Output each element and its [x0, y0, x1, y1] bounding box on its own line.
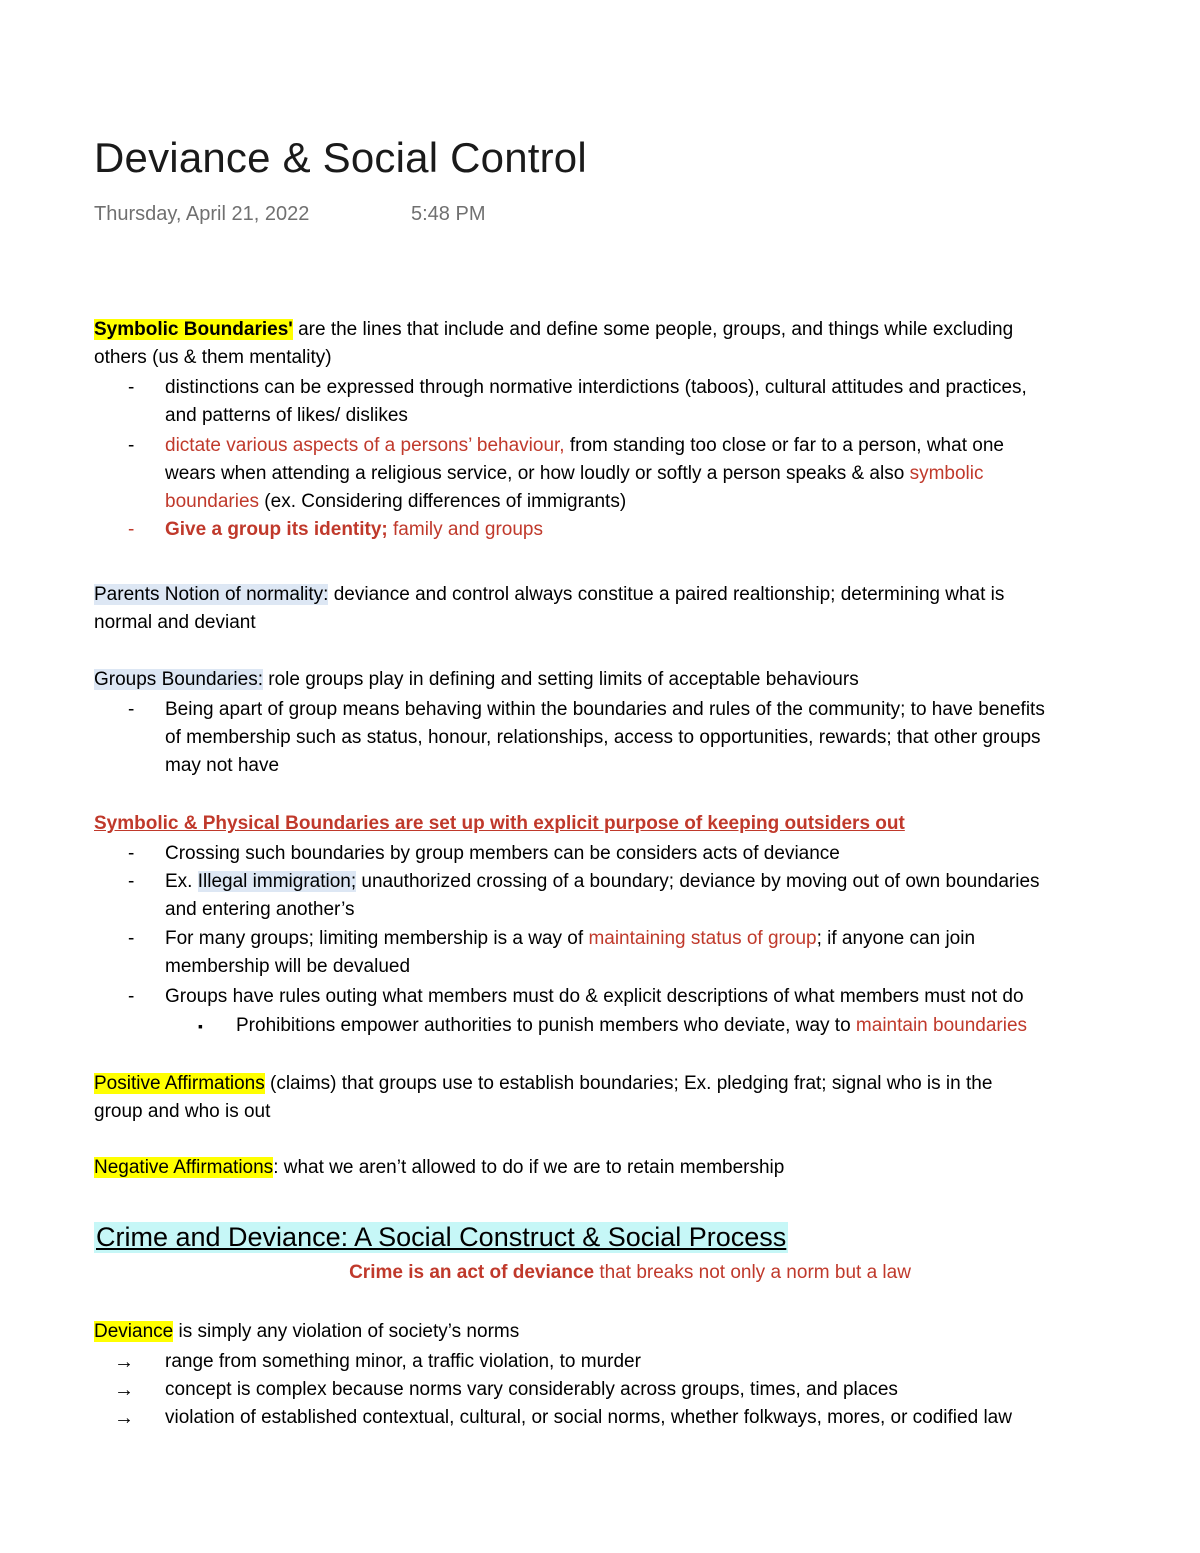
list-item: - Being apart of group means behaving within the boundaries and rules of the community; to have benefits of membership such as status, honour, relationships, access to opportunities, rewards; that other groups may not have: [94, 696, 1184, 780]
list-item: → concept is complex because norms vary considerably across groups, times, and places: [94, 1376, 1184, 1404]
groups-term: Groups Boundaries:: [94, 669, 263, 690]
list-item: → range from something minor, a traffic violation, to murder: [94, 1348, 1184, 1376]
groups-def: Groups Boundaries: role groups play in defining and setting limits of acceptable behaviours: [94, 669, 859, 690]
positive-term: Positive Affirmations: [94, 1073, 265, 1094]
positive-def-line1: Positive Affirmations (claims) that groups use to establish boundaries; Ex. pledging frat; signal who is in the: [94, 1073, 993, 1094]
deviance-def: Deviance is simply any violation of society’s norms: [94, 1321, 520, 1342]
symbolic-def-line1: Symbolic Boundaries' are the lines that include and define some people, groups, and things while excluding: [94, 319, 1014, 340]
list-item: - For many groups; limiting membership is a way of maintaining status of group; if anyone can join membership will be devalued: [94, 925, 1184, 981]
deviance-term: Deviance: [94, 1321, 174, 1342]
crime-subheading: Crime is an act of deviance that breaks not only a norm but a law: [349, 1262, 911, 1283]
page-time: 5:48 PM: [411, 203, 486, 225]
list-item: ▪ Prohibitions empower authorities to punish members who deviate, way to maintain boundaries: [94, 1012, 1184, 1040]
list-item: - distinctions can be expressed through normative interdictions (taboos), cultural attitudes and practices, and patterns of likes/ dislikes: [94, 374, 1184, 430]
dash-bullet: -: [128, 519, 135, 540]
parents-term: Parents Notion of normality:: [94, 584, 329, 605]
positive-def-line2: group and who is out: [94, 1101, 271, 1122]
list-item: → violation of established contextual, cultural, or social norms, whether folkways, mores, or codified law: [94, 1404, 1184, 1432]
arrow-bullet: →: [114, 1351, 134, 1373]
dash-bullet: -: [128, 928, 135, 949]
dash-bullet: -: [128, 843, 135, 864]
dash-bullet: -: [128, 435, 135, 456]
square-bullet: ▪: [198, 1018, 203, 1034]
list-item: - dictate various aspects of a persons’ behaviour, from standing too close or far to a person, what one wears when attending a religious service, or how loudly or softly a person speaks & also symbolic boundaries (ex. Considering differences of immigrants): [94, 432, 1184, 516]
dash-bullet: -: [128, 699, 135, 720]
page-title: Deviance & Social Control: [94, 134, 587, 181]
list-item: - Give a group its identity; family and groups: [94, 516, 1184, 544]
section-heading: Crime and Deviance: A Social Construct & Social Process: [96, 1222, 787, 1252]
negative-term: Negative Affirmations: [94, 1157, 274, 1178]
dash-bullet: -: [128, 377, 135, 398]
list-item: - Ex. Illegal immigration; unauthorized crossing of a boundary; deviance by moving out of own boundaries and entering another’s: [94, 868, 1184, 924]
symbolic-def-line2: others (us & them mentality): [94, 347, 332, 368]
symbolic-term: Symbolic Boundaries': [94, 319, 293, 340]
arrow-bullet: →: [114, 1407, 134, 1429]
negative-def: Negative Affirmations: what we aren’t allowed to do if we are to retain membership: [94, 1157, 785, 1178]
page-date: Thursday, April 21, 2022: [94, 203, 310, 225]
list-item: - Crossing such boundaries by group members can be considers acts of deviance: [94, 840, 1184, 868]
parents-def-line1: Parents Notion of normality: deviance and control always constitue a paired realtionship; determining what is: [94, 584, 1005, 605]
dash-bullet: -: [128, 986, 135, 1007]
list-item: - Groups have rules outing what members must do & explicit descriptions of what members must not do: [94, 983, 1184, 1011]
physical-heading: Symbolic & Physical Boundaries are set up with explicit purpose of keeping outsiders out: [94, 813, 905, 834]
parents-def-line2: normal and deviant: [94, 612, 256, 633]
dash-bullet: -: [128, 871, 135, 892]
arrow-bullet: →: [114, 1379, 134, 1401]
